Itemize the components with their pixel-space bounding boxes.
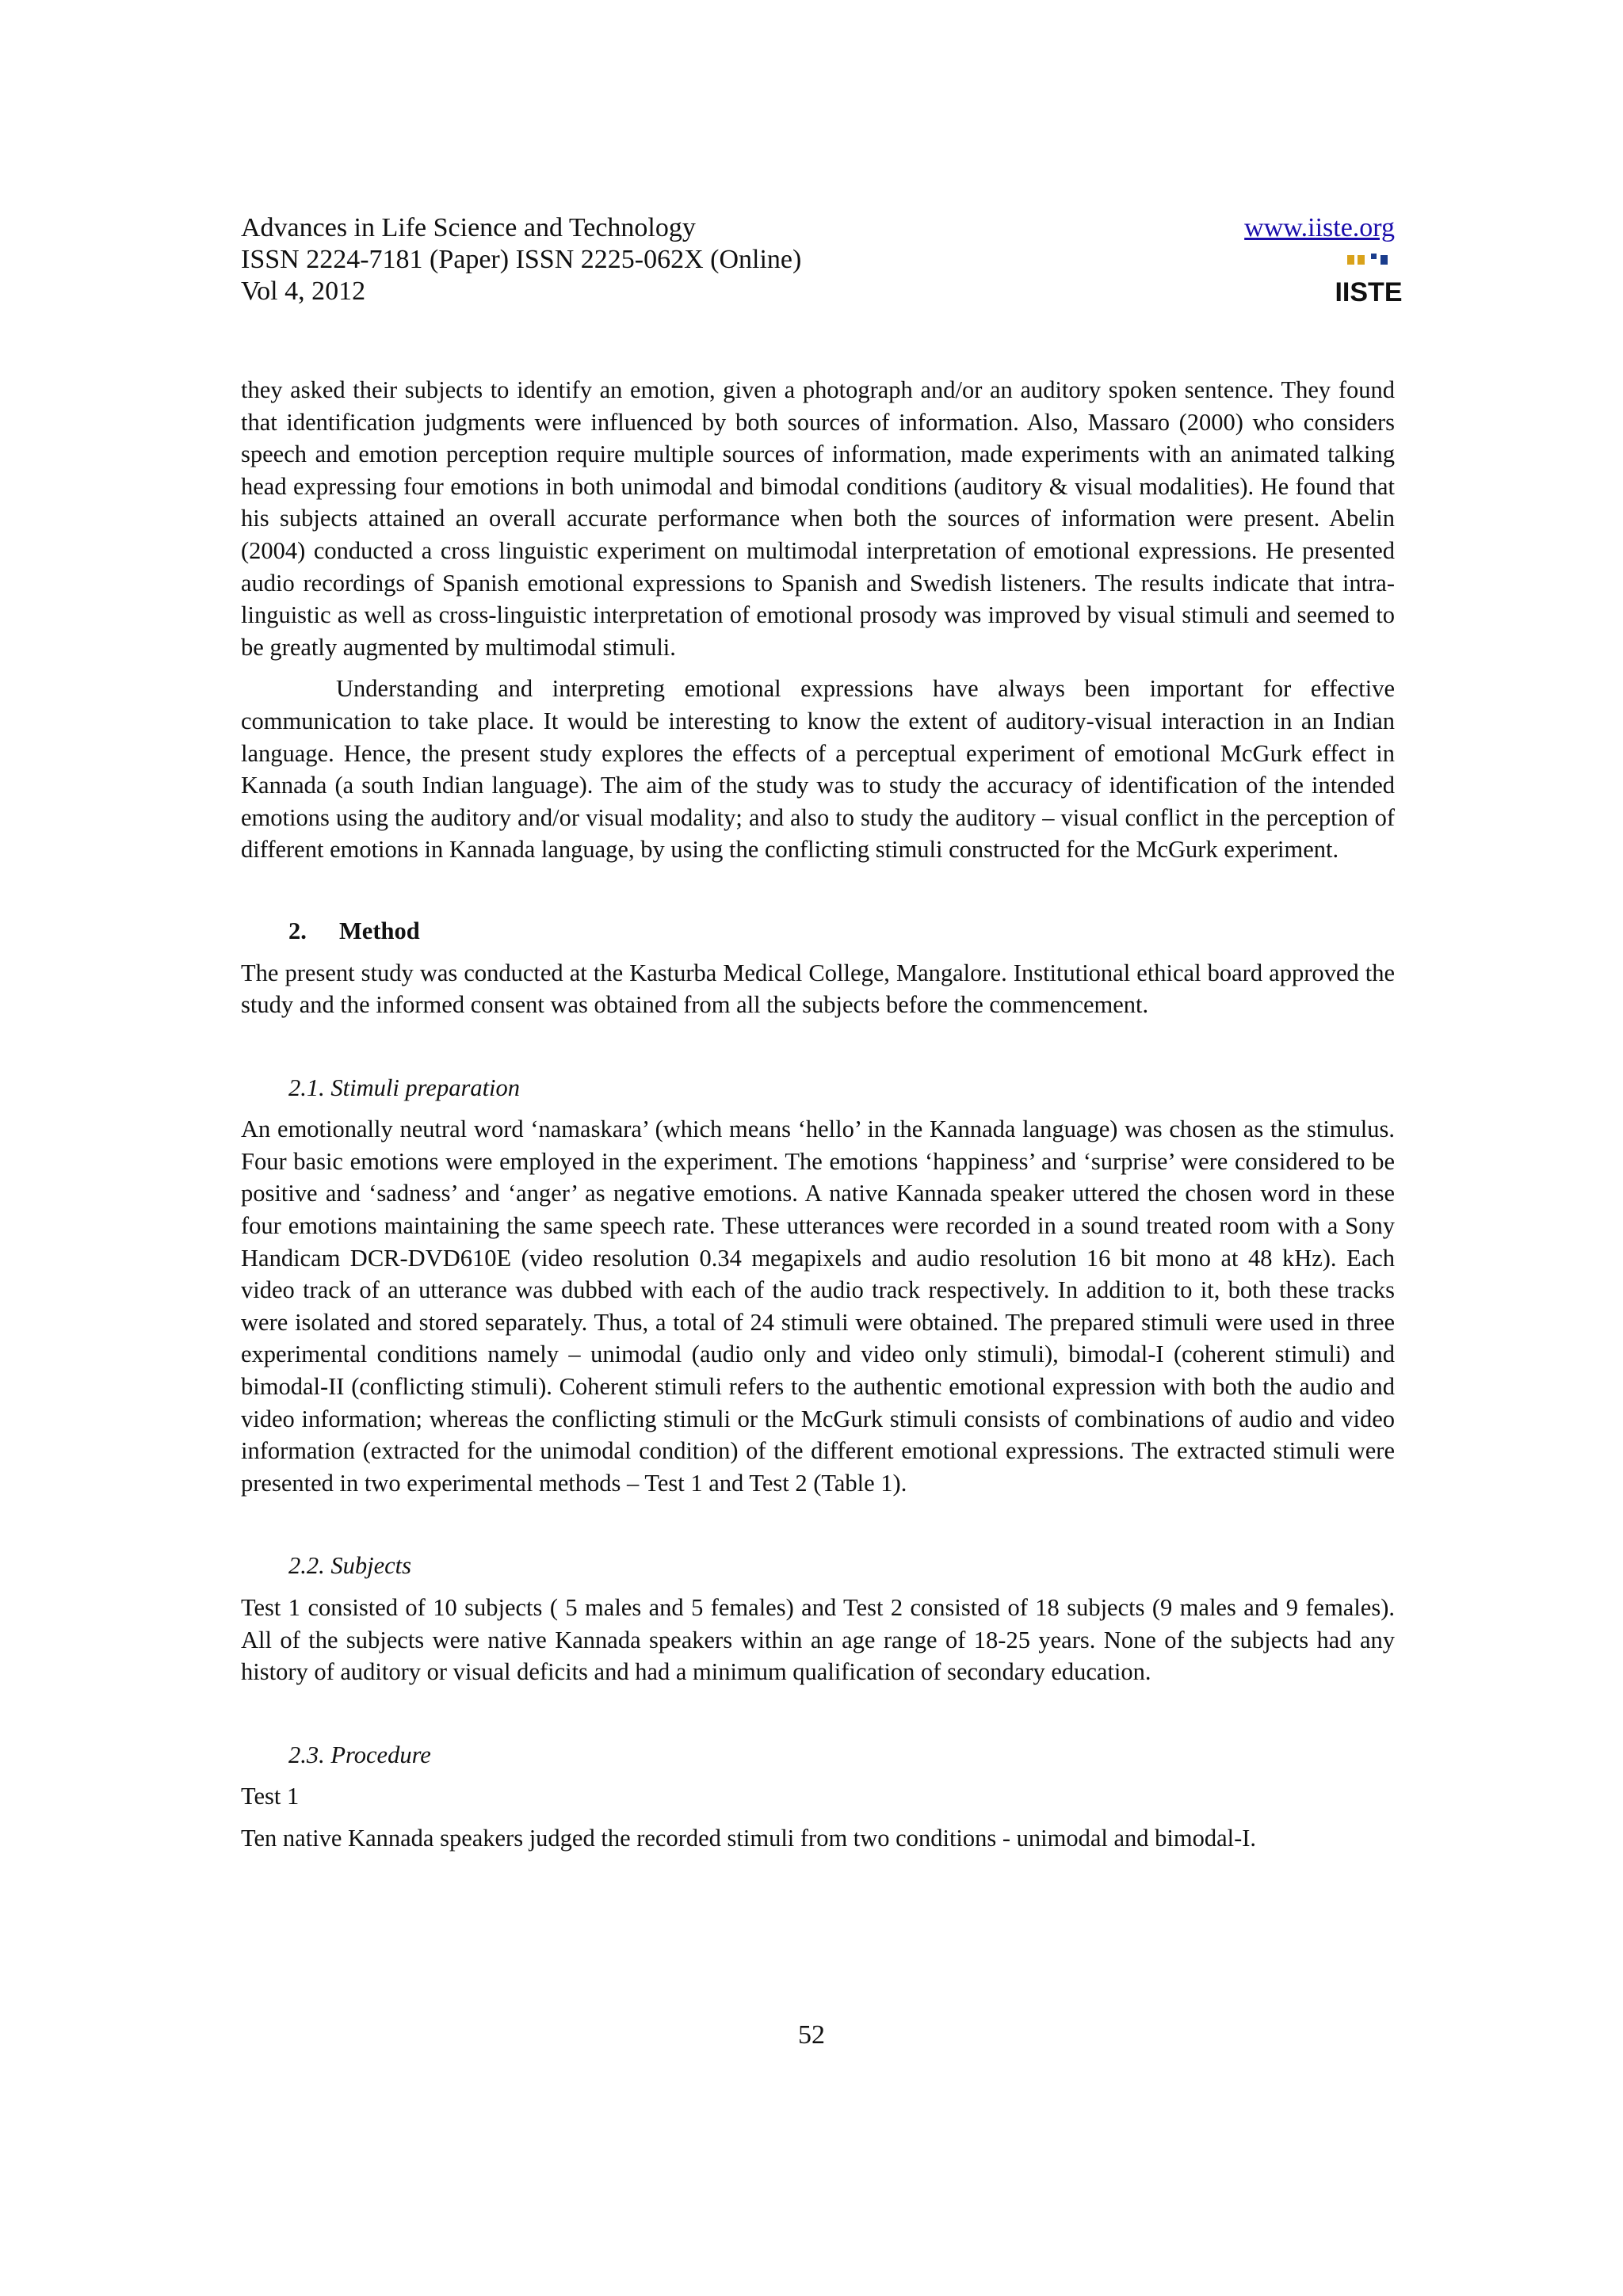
paragraph: Understanding and interpreting emotional expressions have always been important for effective communication to take place. It would be interesting to know the extent of auditory-visual interaction in an Indian language. Hence, the present study explores the effects of a perceptual experiment of emotional McGurk effect in Kannada (a south Indian language). The aim of the study was to study the accuracy of identification of the intended emotions using the auditory and/or visual modality; and also to study the auditory – visual conflict in the perception of different emotions in Kannada language, by using the conflicting stimuli constructed for the McGurk experiment. (241, 675, 1395, 864)
journal-url-link[interactable]: www.iiste.org (1244, 213, 1395, 242)
journal-title: Advances in Life Science and Technology (241, 213, 696, 242)
subsection-heading-subjects: 2.2. Subjects (288, 1552, 412, 1580)
iiste-logo-icon (1335, 252, 1403, 307)
subsection-heading-stimuli: 2.1. Stimuli preparation (288, 1074, 521, 1101)
issn-line: ISSN 2224-7181 (Paper) ISSN 2225-062X (Online) (241, 245, 802, 274)
paragraph: The present study was conducted at the Kasturba Medical College, Mangalore. Institutional ethical board approved the study and the informed consent was obtained from all the subjects before the commencement. (241, 959, 1395, 1019)
article-body (241, 374, 1395, 1855)
test-label: Test 1 (241, 1783, 300, 1810)
paragraph: Test 1 consisted of 10 subjects ( 5 males and 5 females) and Test 2 consisted of 18 subjects (9 males and 9 females). All of the subjects were native Kannada speakers within an age range of 18-25 years. None of the subjects had any history of auditory or visual deficits and had a minimum qualification of secondary education. (241, 1594, 1395, 1686)
volume-line: Vol 4, 2012 (241, 277, 366, 306)
subsection-heading-procedure: 2.3. Procedure (288, 1741, 431, 1768)
page-number: 52 (798, 2020, 825, 2050)
logo-text: IISTE (1335, 277, 1403, 307)
section-number: 2. (288, 917, 307, 944)
paragraph: they asked their subjects to identify an emotion, given a photograph and/or an auditory spoken sentence. They found that identification judgments were influenced by both sources of information. Also, Massaro (2000) who considers speech and emotion perception require multiple sources of information, made experiments with an animated talking head expressing four emotions in both unimodal and bimodal conditions (auditory & visual modalities). He found that his subjects attained an overall accurate performance when both the sources of information were present. Abelin (2004) conducted a cross linguistic experiment on multimodal interpretation of emotional expressions. He presented audio recordings of Spanish emotional expressions to Spanish and Swedish listeners. The results indicate that intra-linguistic as well as cross-linguistic interpretation of emotional prosody was improved by visual stimuli and seemed to be greatly augmented by multimodal stimuli. (241, 376, 1395, 661)
paragraph: An emotionally neutral word ‘namaskara’ (which means ‘hello’ in the Kannada language) was chosen as the stimulus. Four basic emotions were employed in the experiment. The emotions ‘happiness’ and ‘surprise’ were considered to be positive and ‘sadness’ and ‘anger’ as negative emotions. A native Kannada speaker uttered the chosen word in these four emotions maintaining the same speech rate. These utterances were recorded in a sound treated room with a Sony Handicam DCR-DVD610E (video resolution 0.34 megapixels and audio resolution 16 bit mono at 48 kHz). Each video track of an utterance was dubbed with each of the audio track respectively. In addition to it, both these tracks were isolated and stored separately. Thus, a total of 24 stimuli were obtained. The prepared stimuli were used in three experimental conditions namely – unimodal (audio only and video only stimuli), bimodal-I (coherent stimuli) and bimodal-II (conflicting stimuli). Coherent stimuli refers to the authentic emotional expression with both the audio and video information; whereas the conflicting stimuli or the McGurk stimuli consists of combinations of audio and video information (extracted for the unimodal condition) of the different emotional expressions. The extracted stimuli were presented in two experimental methods – Test 1 and Test 2 (Table 1). (241, 1116, 1395, 1497)
section-title: Method (339, 917, 420, 944)
paragraph: Ten native Kannada speakers judged the recorded stimuli from two conditions - unimodal and bimodal-I. (241, 1824, 1257, 1852)
page-header (241, 212, 1403, 307)
section-heading-method (288, 915, 1395, 948)
